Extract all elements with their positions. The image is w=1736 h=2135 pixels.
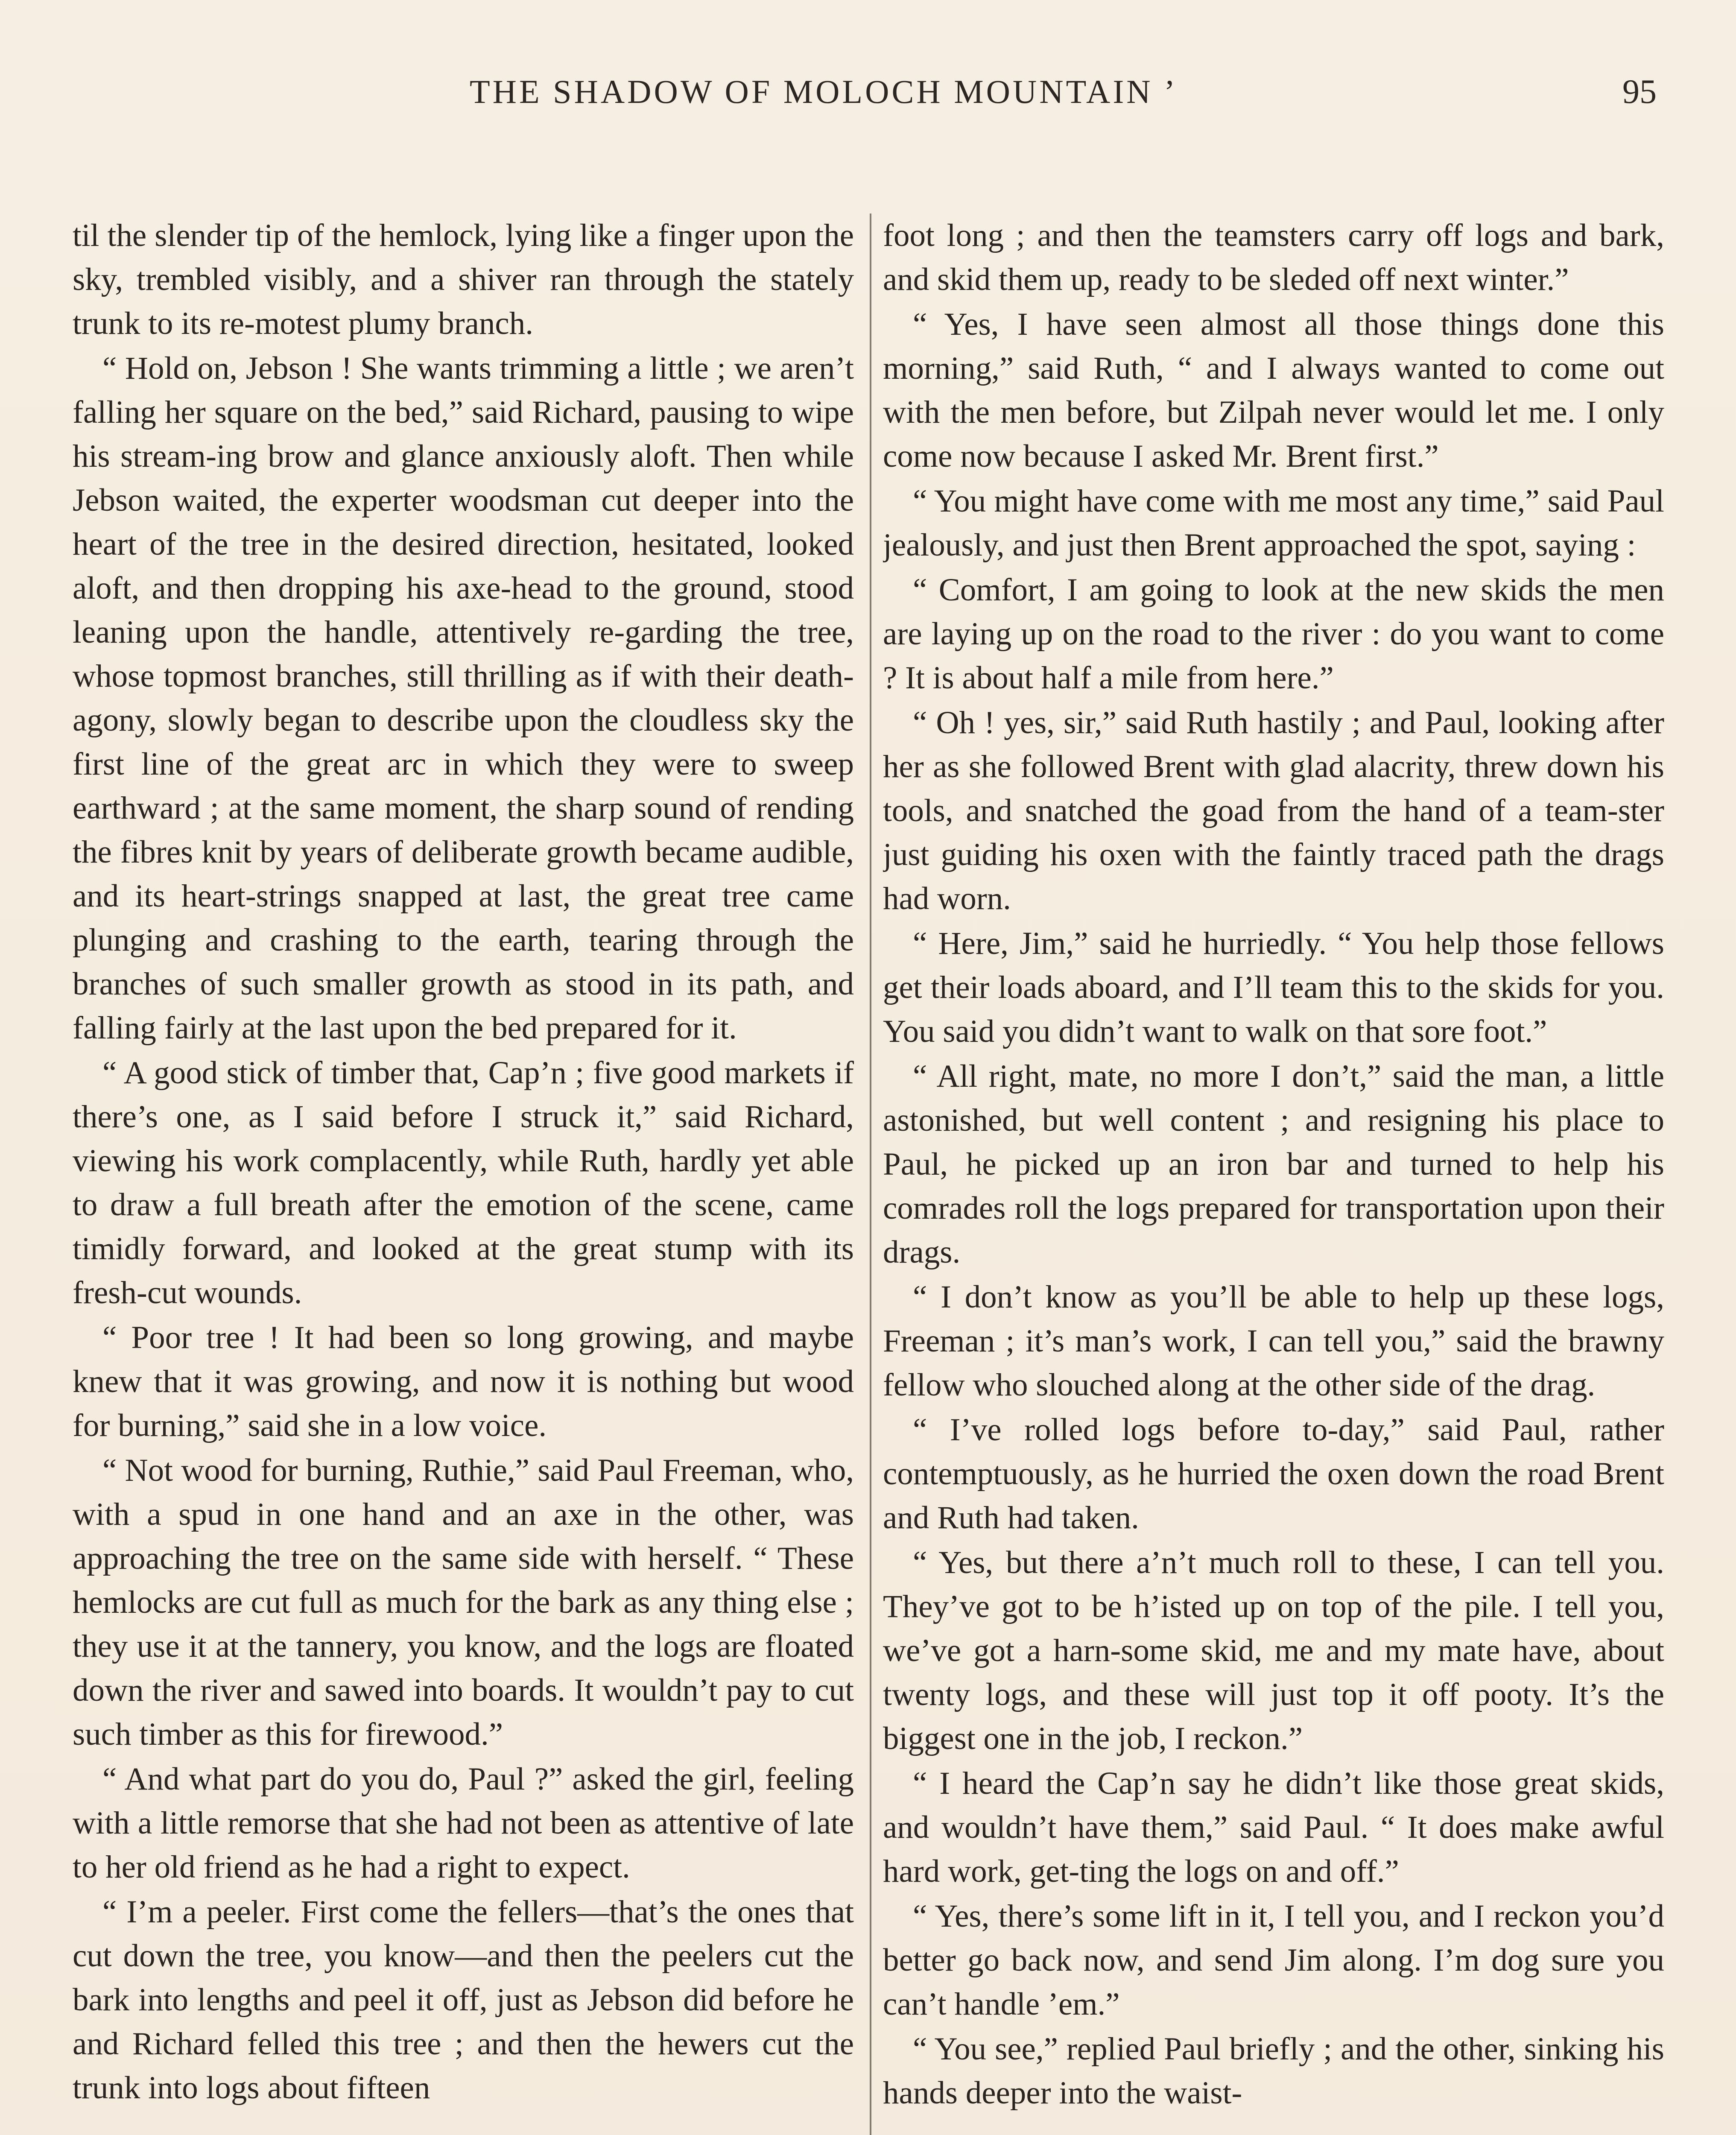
paragraph: “ Comfort, I am going to look at the new skids the men are laying up on the road to the river : do you want to come ? It is about half a mile from here.” [883, 572, 1664, 696]
paragraph: “ Not wood for burning, Ruthie,” said Paul Freeman, who, with a spud in one hand and an axe in the other, was approaching the tree on the same side with herself. “ These hemlocks are cut full as much for the bark as any thing else ; they use it at the tannery, you know, and the logs are floated down the river and sawed into boards. It wouldn’t pay to cut such timber as this for firewood.” [73, 1453, 854, 1752]
paragraph: “ Yes, I have seen almost all those things done this morning,” said Ruth, “ and I always wanted to come out with the men before, but Zilpah never would let me. I only come now because I asked Mr. Brent first.” [883, 307, 1664, 474]
paragraph: “ You might have come with me most any time,” said Paul jealously, and just then Brent approached the spot, saying : [883, 483, 1664, 563]
paragraph: “ Yes, there’s some lift in it, I tell you, and I reckon you’d better go back now, and send Jim along. I’m dog sure you can’t handle ’em.” [883, 1898, 1664, 2022]
paragraph: “ And what part do you do, Paul ?” asked the girl, feeling with a little remorse that she had not been as attentive of late to her old friend as he had a right to expect. [73, 1761, 854, 1885]
paragraph: “ Yes, but there a’n’t much roll to these, I can tell you. They’ve got to be h’isted up on top of the pile. I tell you, we’ve got a harn-some skid, me and my mate have, about twenty logs, and these will just top it off pooty. It’s the biggest one in the job, I reckon.” [883, 1545, 1664, 1756]
column-divider [870, 214, 871, 2135]
paragraph: foot long ; and then the teamsters carry off logs and bark, and skid them up, ready to be sleded off next winter.” [883, 218, 1664, 297]
paragraph: “ All right, mate, no more I don’t,” said the man, a little astonished, but well content ; and resigning his place to Paul, he picked up an iron bar and turned to help his comrades roll the logs prepared for transportation upon their drags. [883, 1059, 1664, 1270]
paragraph: “ Here, Jim,” said he hurriedly. “ You help those fellows get their loads aboard, and I’ll team this to the skids for you. You said you didn’t want to walk on that sore foot.” [883, 926, 1664, 1049]
paragraph: “ I’m a peeler. First come the fellers—that’s the ones that cut down the tree, you know—and then the peelers cut the bark into lengths and peel it off, just as Jebson did before he and Richard felled this tree ; and then the hewers cut the trunk into logs about fifteen [73, 1894, 854, 2106]
page-number: 95 [1622, 73, 1657, 111]
paragraph: “ I’ve rolled logs before to-day,” said Paul, rather contemptuously, as he hurried the oxen down the road Brent and Ruth had taken. [883, 1412, 1664, 1535]
paragraph: “ Oh ! yes, sir,” said Ruth hastily ; and Paul, looking after her as she followed Brent with glad alacrity, threw down his tools, and snatched the goad from the hand of a team-ster just guiding his oxen with the faintly traced path the drags had worn. [883, 705, 1664, 916]
paragraph: “ Hold on, Jebson ! She wants trimming a little ; we aren’t falling her square on the bed,” said Richard, pausing to wipe his stream-ing brow and glance anxiously aloft. Then while Jebson waited, the experter woodsman cut deeper into the heart of the tree in the desired direction, hesitated, looked aloft, and then dropping his axe-head to the ground, stood leaning upon the handle, attentively re-garding the tree, whose topmost branches, still thrilling as if with their death-agony, slowly began to describe upon the cloudless sky the first line of the great arc in which they were to sweep earthward ; at the same moment, the sharp sound of rending the fibres knit by years of deliberate growth became audible, and its heart-strings snapped at last, the great tree came plunging and crashing to the earth, tearing through the branches of such smaller growth as stood in its path, and falling fairly at the last upon the bed prepared for it. [73, 351, 854, 1046]
left-text-column [73, 214, 854, 2135]
paragraph: “ Poor tree ! It had been so long growing, and maybe knew that it was growing, and now it is nothing but wood for burning,” said she in a low voice. [73, 1320, 854, 1443]
running-header [0, 73, 1736, 124]
running-title: THE SHADOW OF MOLOCH MOUNTAIN ʼ [470, 73, 1178, 110]
paragraph: til the slender tip of the hemlock, lying like a finger upon the sky, trembled visibly, and a shiver ran through the stately trunk to its re-motest plumy branch. [73, 218, 854, 341]
paragraph: “ I don’t know as you’ll be able to help up these logs, Freeman ; it’s man’s work, I can tell you,” said the brawny fellow who slouched along at the other side of the drag. [883, 1279, 1664, 1403]
right-text-column [883, 214, 1664, 2135]
paragraph: “ I heard the Cap’n say he didn’t like those great skids, and wouldn’t have them,” said Paul. “ It does make awful hard work, get-ting the logs on and off.” [883, 1766, 1664, 1889]
paragraph: “ You see,” replied Paul briefly ; and the other, sinking his hands deeper into the waist- [883, 2031, 1664, 2111]
paragraph: “ A good stick of timber that, Cap’n ; five good markets if there’s one, as I said before I struck it,” said Richard, viewing his work complacently, while Ruth, hardly yet able to draw a full breath after the emotion of the scene, came timidly forward, and looked at the great stump with its fresh-cut wounds. [73, 1055, 854, 1310]
